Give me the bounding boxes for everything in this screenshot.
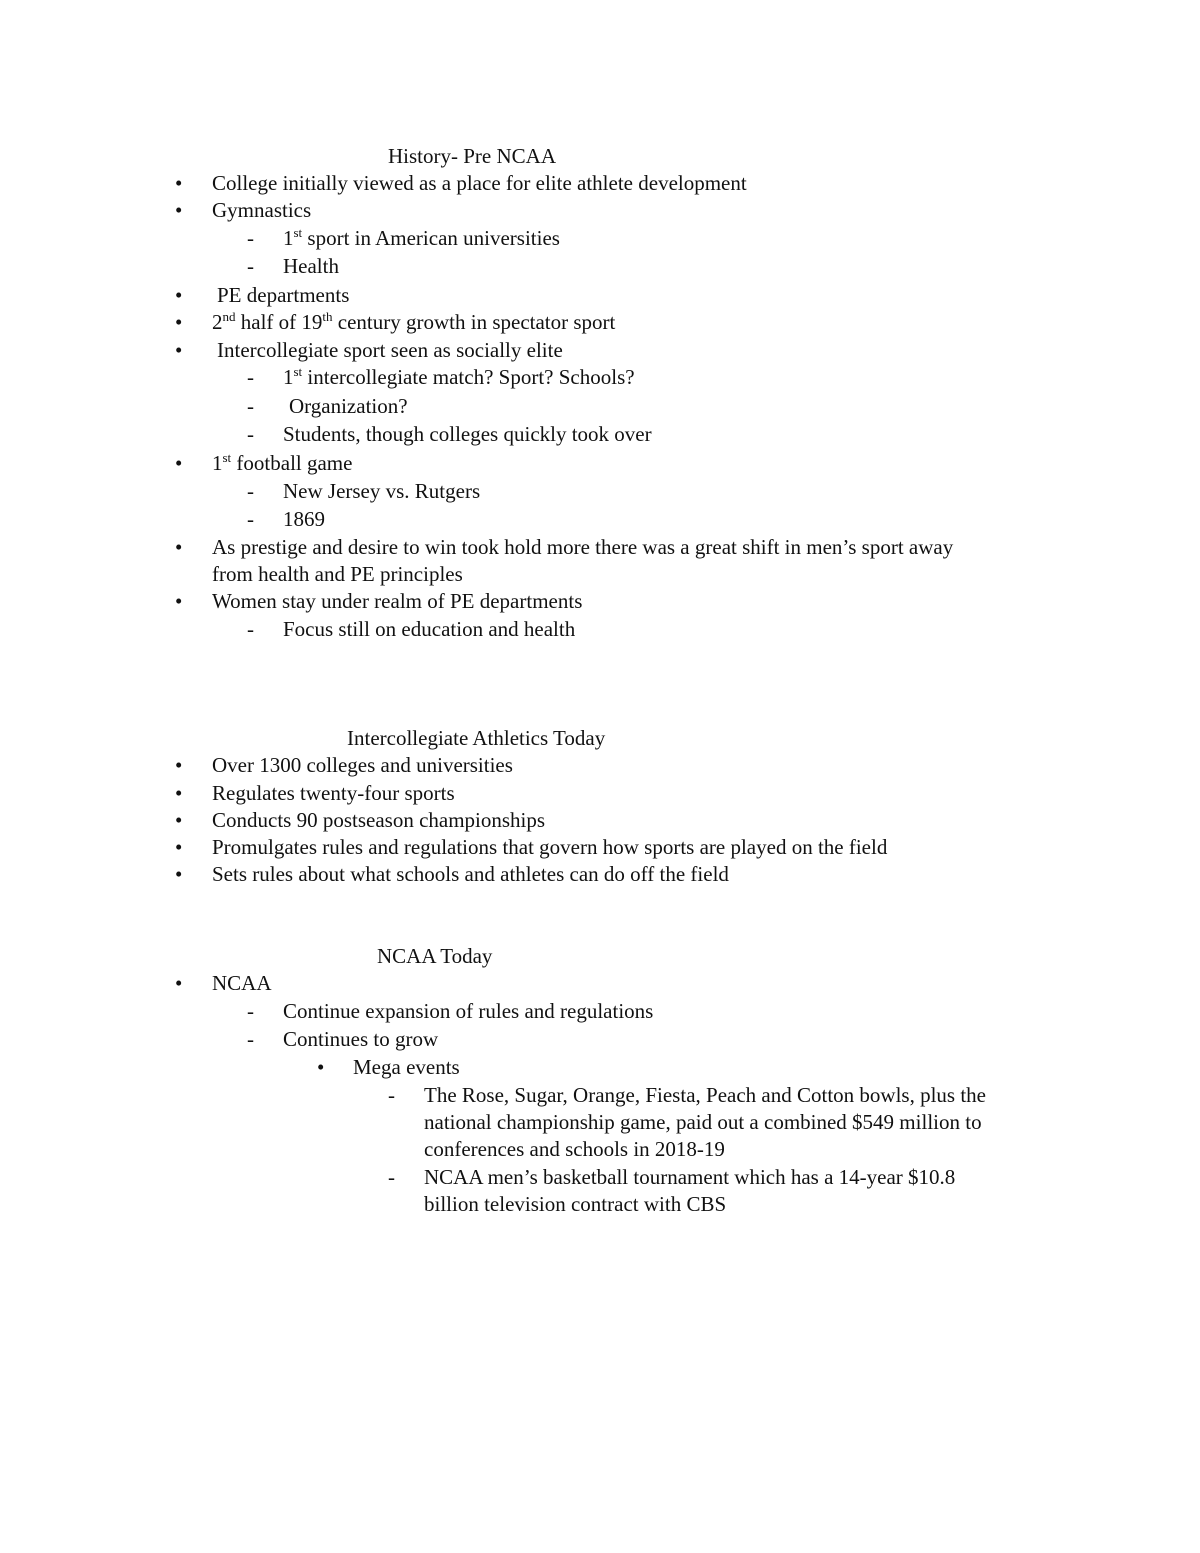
list-item-continuation: conferences and schools in 2018-19 (424, 1137, 725, 1161)
list-item (212, 309, 615, 336)
list-item: Regulates twenty-four sports (212, 781, 455, 805)
dash-marker: - (247, 422, 254, 446)
dash-marker: - (247, 507, 254, 531)
bullet-marker: • (175, 535, 183, 559)
bullet-marker: • (175, 835, 183, 859)
dash-marker: - (247, 1027, 254, 1051)
bullet-marker: • (175, 808, 183, 832)
dash-marker: - (388, 1165, 395, 1189)
list-item-continuation: billion television contract with CBS (424, 1192, 727, 1216)
list-item: Health (283, 254, 339, 278)
bullet-marker: • (175, 198, 183, 222)
bullet-marker: • (175, 971, 183, 995)
list-item: Students, though colleges quickly took over (283, 422, 652, 446)
item-text: football game (231, 451, 353, 475)
bullet-marker: • (175, 338, 183, 362)
list-item: College initially viewed as a place for elite athlete development (212, 171, 747, 195)
ordinal-number: 1 (212, 451, 223, 475)
list-item-continuation: from health and PE principles (212, 562, 463, 586)
dash-marker: - (247, 226, 254, 250)
dash-marker: - (247, 365, 254, 389)
dash-marker: - (388, 1083, 395, 1107)
dash-marker: - (247, 999, 254, 1023)
list-item: NCAA men’s basketball tournament which has a 14-year $10.8 (424, 1165, 956, 1189)
ordinal-suffix: st (222, 450, 232, 465)
list-item: Women stay under realm of PE departments (212, 589, 583, 613)
ordinal-suffix: st (293, 225, 303, 240)
item-text: century growth in spectator sport (332, 310, 616, 334)
dash-marker: - (247, 254, 254, 278)
ordinal-number: 1 (283, 226, 294, 250)
item-text: sport in American universities (302, 226, 560, 250)
bullet-marker: • (175, 451, 183, 475)
list-item-continuation: national championship game, paid out a combined $549 million to (424, 1110, 982, 1134)
list-item: Gymnastics (212, 198, 312, 222)
list-item: Over 1300 colleges and universities (212, 753, 513, 777)
bullet-marker: • (175, 862, 183, 886)
section-heading: History- Pre NCAA (388, 144, 556, 168)
list-item: Conducts 90 postseason championships (212, 808, 546, 832)
bullet-marker: • (175, 283, 183, 307)
ordinal-suffix: nd (222, 309, 236, 324)
list-item: Continue expansion of rules and regulations (283, 999, 654, 1023)
ordinal-suffix: st (293, 364, 303, 379)
list-item: Continues to grow (283, 1027, 439, 1051)
bullet-marker: • (175, 310, 183, 334)
list-item: Intercollegiate sport seen as socially elite (217, 338, 563, 362)
list-item: NCAA (212, 971, 272, 995)
list-item: Sets rules about what schools and athletes can do off the field (212, 862, 729, 886)
item-text: intercollegiate match? Sport? Schools? (302, 365, 635, 389)
list-item (212, 450, 352, 477)
bullet-marker: • (175, 171, 183, 195)
bullet-marker: • (175, 589, 183, 613)
bullet-marker: • (175, 753, 183, 777)
ordinal-number: 2 (212, 310, 223, 334)
list-item: Mega events (353, 1055, 460, 1079)
item-text: half of 19 (235, 310, 323, 334)
list-item: New Jersey vs. Rutgers (283, 479, 481, 503)
dash-marker: - (247, 394, 254, 418)
list-item: 1869 (283, 507, 325, 531)
ordinal-number: 1 (283, 365, 294, 389)
list-item: The Rose, Sugar, Orange, Fiesta, Peach and Cotton bowls, plus the (424, 1083, 986, 1107)
section-heading: NCAA Today (377, 944, 493, 968)
list-item: Promulgates rules and regulations that govern how sports are played on the field (212, 835, 888, 859)
list-item (283, 364, 635, 391)
dash-marker: - (247, 617, 254, 641)
list-item (283, 225, 560, 252)
bullet-marker: • (317, 1055, 325, 1079)
list-item: Organization? (289, 394, 408, 418)
list-item: PE departments (217, 283, 350, 307)
dash-marker: - (247, 479, 254, 503)
bullet-marker: • (175, 781, 183, 805)
section-heading: Intercollegiate Athletics Today (347, 726, 606, 750)
list-item: As prestige and desire to win took hold more there was a great shift in men’s sport away (212, 535, 954, 559)
list-item: Focus still on education and health (283, 617, 576, 641)
ordinal-suffix: th (322, 309, 333, 324)
